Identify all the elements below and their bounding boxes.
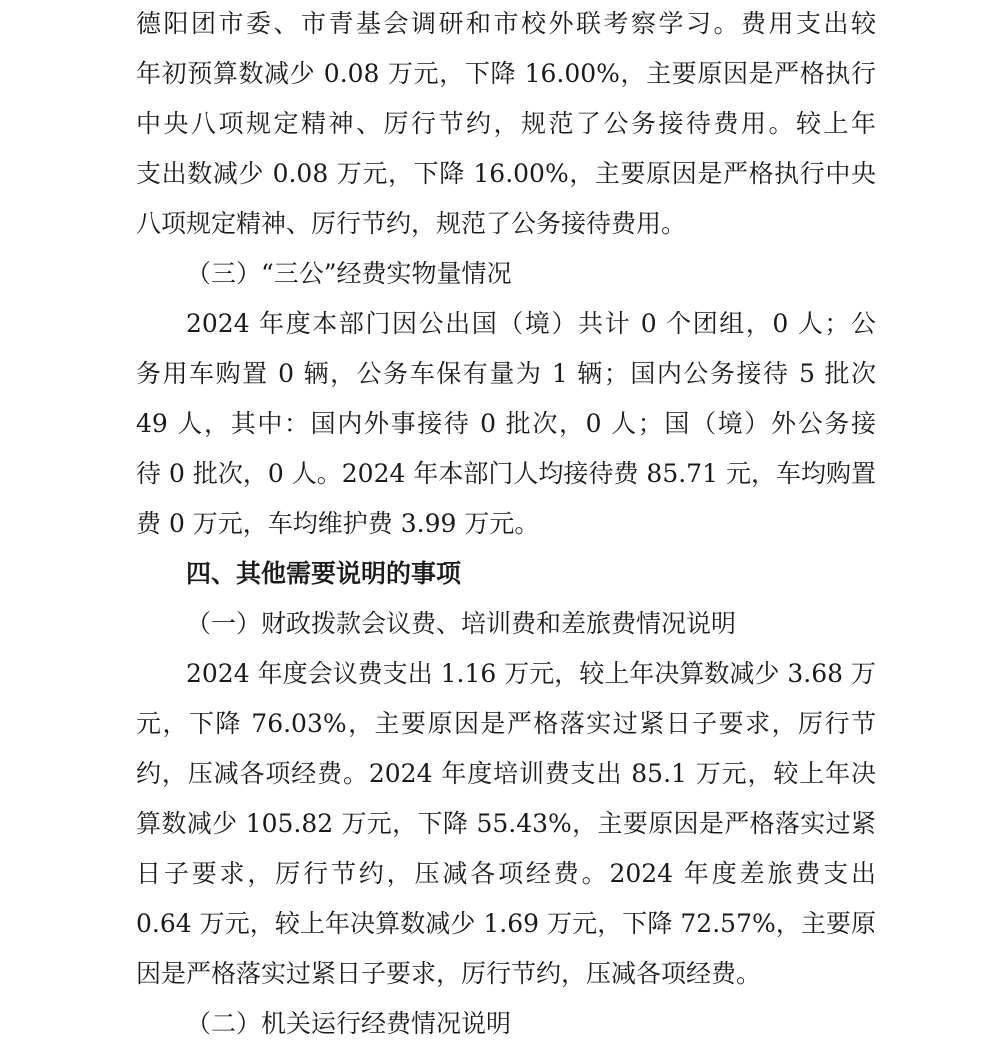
paragraph-line: 费 0 万元，车均维护费 3.99 万元。 (136, 509, 540, 538)
paragraph-line: 中央八项规定精神、厉行节约，规范了公务接待费用。较上年 (136, 109, 876, 138)
paragraph-line: 约，压减各项经费。2024 年度培训费支出 85.1 万元，较上年决 (136, 759, 876, 788)
section-heading: 四、其他需要说明的事项 (186, 559, 462, 588)
subsection-heading: （二）机关运行经费情况说明 (186, 1009, 512, 1038)
paragraph-line: 年初预算数减少 0.08 万元，下降 16.00%，主要原因是严格执行 (136, 59, 876, 88)
paragraph-line: 待 0 批次，0 人。2024 年本部门人均接待费 85.71 元，车均购置 (136, 459, 876, 488)
paragraph-line: 因是严格落实过紧日子要求，厉行节约，压减各项经费。 (136, 959, 762, 988)
paragraph-line: 2024 年度会议费支出 1.16 万元，较上年决算数减少 3.68 万 (186, 659, 876, 688)
paragraph-line: 元，下降 76.03%，主要原因是严格落实过紧日子要求，厉行节 (136, 709, 876, 738)
subsection-heading: （三）“三公”经费实物量情况 (186, 259, 512, 288)
paragraph-line: 算数减少 105.82 万元，下降 55.43%，主要原因是严格落实过紧 (136, 809, 876, 838)
subsection-heading: （一）财政拨款会议费、培训费和差旅费情况说明 (186, 609, 737, 638)
paragraph-line: 2024 年度本部门因公出国（境）共计 0 个团组，0 人；公 (186, 309, 876, 338)
paragraph-line: 务用车购置 0 辆，公务车保有量为 1 辆；国内公务接待 5 批次 (136, 359, 876, 388)
paragraph-line: 49 人，其中：国内外事接待 0 批次，0 人；国（境）外公务接 (136, 409, 876, 438)
paragraph-line: 八项规定精神、厉行节约，规范了公务接待费用。 (136, 209, 687, 238)
paragraph-line: 0.64 万元，较上年决算数减少 1.69 万元，下降 72.57%，主要原 (136, 909, 876, 938)
paragraph-line: 支出数减少 0.08 万元，下降 16.00%，主要原因是严格执行中央 (136, 159, 876, 188)
paragraph-line: 德阳团市委、市青基会调研和市校外联考察学习。费用支出较 (136, 9, 876, 38)
paragraph-line: 日子要求，厉行节约，压减各项经费。2024 年度差旅费支出 (136, 859, 876, 888)
